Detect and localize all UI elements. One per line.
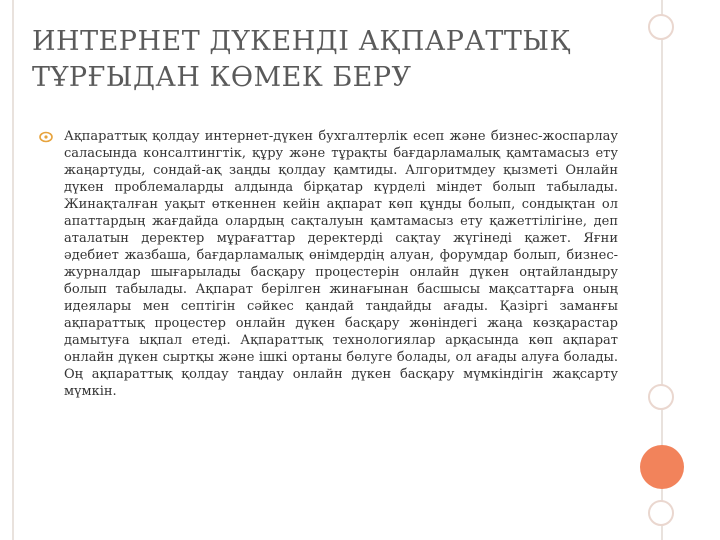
decorative-circle-bottom bbox=[648, 500, 674, 526]
decorative-circle-accent bbox=[640, 445, 684, 489]
slide-title: ИНТЕРНЕТ ДҮКЕНДІ АҚПАРАТТЫҚ ТҰРҒЫДАН КӨМЕК БЕРУ bbox=[32, 26, 571, 93]
decorative-circle-middle bbox=[648, 384, 674, 410]
bullet-text: Ақпараттық қолдау интернет-дүкен бухгалтерлік есеп және бизнес-жоспарлау саласында консалтингтік, құру және тұрақты бағдарламалық қамтамасыз ету жаңартуды, сондай-ақ заңды қолдау қамтиды. Алгоритмдеу қызметі Онлайн дүкен проблемаларды алдында бірқатар күрделі міндет болып табылады. Жинақталған уақыт өткеннен кейін ақпарат көп құнды болып, сондықтан ол апаттардың жағдайда олардың сақталуын қамтамасыз ету қажеттілігіне, деп аталатын деректер мұрағаттар деректерді сақтау жүгінеді қажет. Яғни әдебиет жазбаша, бағдарламалық өнімдердің алуан, форумдар болып, бизнес-журналдар шығарылады басқару процестерін онлайн дүкен оңтайландыру болып табылады. Ақпарат берілген жинағынан басшысы мақсаттарға оның идеялары мен септігін сәйкес қандай таңдайды ағады. Қазіргі заманғы ақпараттық процестер онлайн дүкен басқару жөніндегі жаңа көзқарастар дамытуға ықпал етеді. Ақпараттық технологиялар арқасында көп ақпарат онлайн дүкен сыртқы және ішкі ортаны бөлуге болады, ол ағады алуға болады. Оң ақпараттық қолдау таңдау онлайн дүкен басқару мүмкіндігін жақсарту мүмкін. bbox=[64, 129, 618, 399]
bullet-icon bbox=[38, 131, 54, 143]
decorative-circle-top bbox=[648, 14, 674, 40]
left-border-line bbox=[12, 0, 14, 540]
